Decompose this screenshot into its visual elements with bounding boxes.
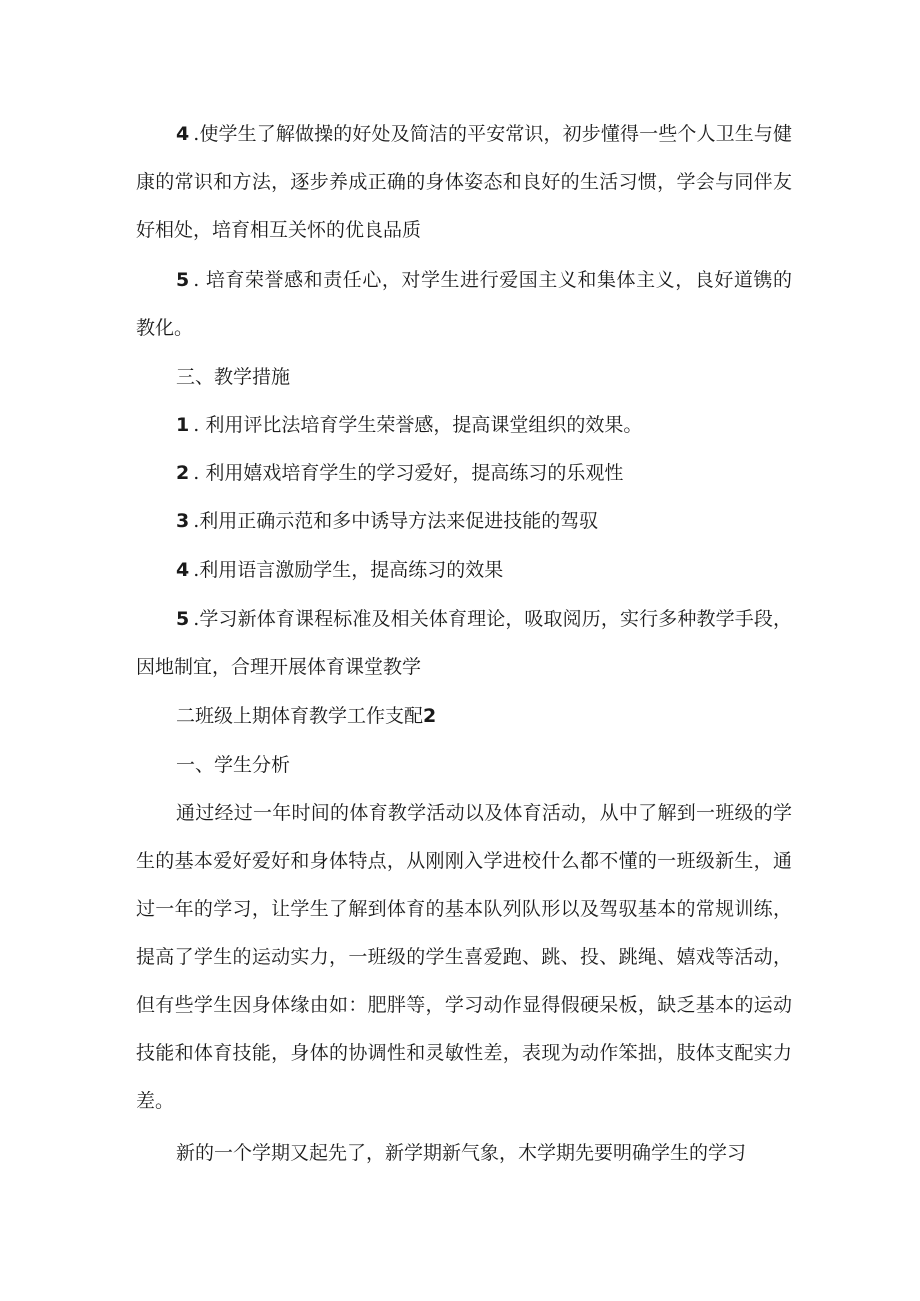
item-number: 4: [176, 123, 190, 145]
document-subtitle: [136, 692, 792, 740]
paragraph-text: . 利用评比法培育学生荣誉感，提高课堂组织的效果。: [193, 414, 643, 436]
paragraph-text: . 培育荣誉感和责任心，对学生进行爱国主义和集体主义，良好道镌的教化。: [136, 269, 792, 339]
measure-item-2: [136, 449, 792, 497]
paragraph-text: .使学生了解做操的好处及简洁的平安常识，初步懂得一些个人卫生与健康的常识和方法，逐步养成正确的身体姿态和良好的生活习惯，学会与同伴友好相处，培育相互关怀的优良品质: [136, 123, 792, 241]
paragraph-text: 通过经过一年时间的体育教学活动以及体育活动，从中了解到一班级的学生的基本爱好爱好和身体特点，从刚刚入学进校什么都不懂的一班级新生，通过一年的学习，让学生了解到体育的基本队列队形以及驾驭基本的常规训练，提高了学生的运动实力，一班级的学生喜爱跑、跳、投、跳绳、嬉戏等活动，但有些学生因身体缘由如：肥胖等，学习动作显得假硬呆板，缺乏基本的运动技能和体育技能，身体的协调性和灵敏性差，表现为动作笨拙，肢体支配实力差。: [136, 802, 792, 1112]
paragraph-text: .利用正确示范和多中诱导方法来促进技能的驾驭: [193, 510, 599, 532]
paragraph-student-analysis: [136, 789, 792, 1125]
section-heading-student-analysis: [136, 741, 792, 789]
section-heading-teaching-measures: [136, 353, 792, 401]
heading-text: 三、教学措施: [176, 366, 291, 388]
item-number: 4: [176, 559, 190, 581]
item-number: 5: [176, 269, 190, 291]
paragraph-text: . 利用嬉戏培育学生的学习爱好，提高练习的乐观性: [193, 462, 624, 484]
measure-item-4: [136, 546, 792, 594]
item-number: 2: [176, 462, 190, 484]
paragraph-text: 新的一个学期又起先了，新学期新气象，木学期先要明确学生的学习: [176, 1142, 747, 1164]
paragraph-text: .利用语言激励学生，提高练习的效果: [193, 559, 504, 581]
paragraph-goal-4: [136, 110, 792, 254]
item-number: 1: [176, 414, 190, 436]
item-number: 5: [176, 608, 190, 630]
heading-text: 一、学生分析: [176, 754, 291, 776]
item-number: 3: [176, 510, 190, 532]
measure-item-3: [136, 497, 792, 545]
paragraph-new-semester: [136, 1129, 792, 1177]
paragraph-text: .学习新体育课程标准及相关体育理论，吸取阅历，实行多种教学手段，因地制宜，合理开展体育课堂教学: [136, 608, 792, 678]
subtitle-number: 2: [423, 705, 437, 727]
measure-item-1: [136, 401, 792, 449]
paragraph-goal-5: [136, 256, 792, 352]
measure-item-5: [136, 595, 792, 691]
subtitle-text: 二班级上期体育教学工作支配: [176, 705, 424, 727]
